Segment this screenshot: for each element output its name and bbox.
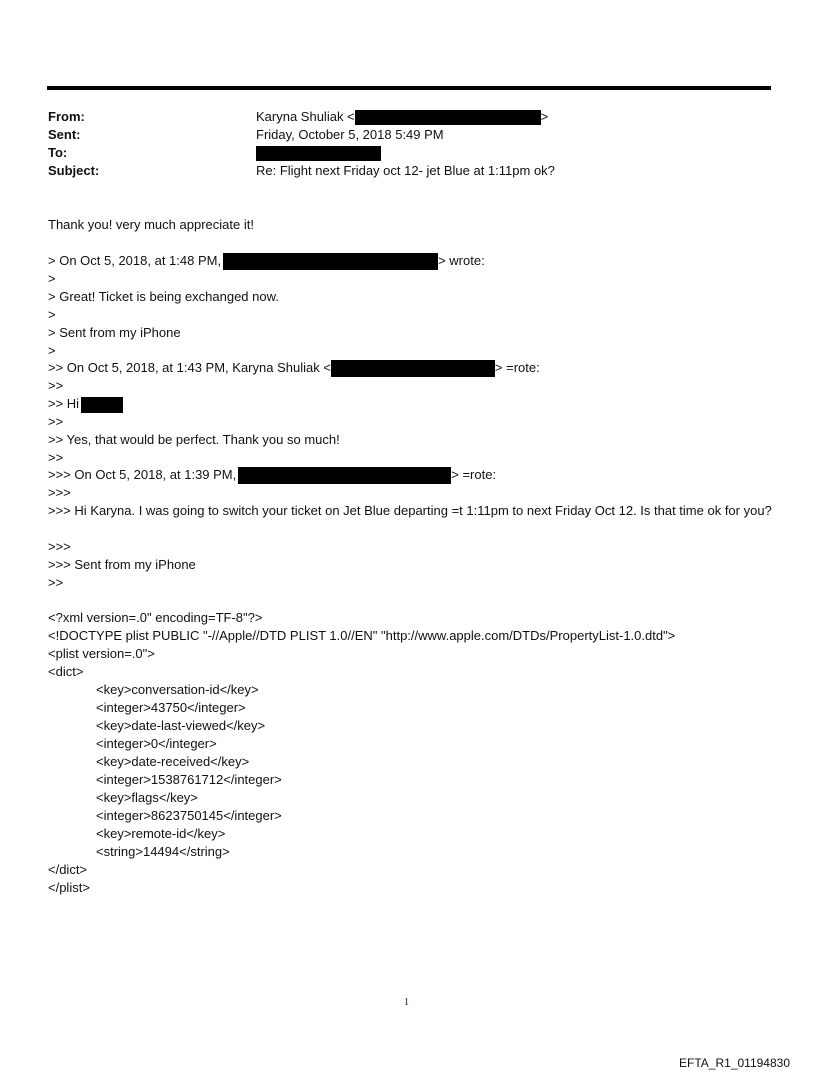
- redaction-box: [81, 397, 123, 413]
- plist-line: <plist version=.0">: [48, 646, 155, 661]
- plist-line: <key>date-received</key>: [96, 754, 250, 769]
- body-line: >: [48, 307, 56, 322]
- top-rule: [47, 86, 771, 90]
- body-line: >>> Sent from my iPhone: [48, 557, 196, 572]
- body-line: Thank you! very much appreciate it!: [48, 217, 254, 232]
- plist-line: <integer>1538761712</integer>: [96, 772, 282, 787]
- body-line: >> Yes, that would be perfect. Thank you so much!: [48, 432, 340, 447]
- plist-line: <integer>0</integer>: [96, 736, 217, 751]
- redaction-box: [256, 146, 381, 161]
- body-line: > Sent from my iPhone: [48, 325, 181, 340]
- plist-line: <dict>: [48, 664, 84, 679]
- greeting-line: [48, 396, 123, 413]
- plist-line: <key>remote-id</key>: [96, 826, 226, 841]
- from-close: >: [540, 109, 549, 124]
- from-label: From:: [48, 109, 85, 124]
- greeting-text: >> Hi: [48, 396, 80, 411]
- plist-line: </dict>: [48, 862, 88, 877]
- quote-header-text: > On Oct 5, 2018, at 1:48 PM,: [48, 253, 222, 268]
- body-line: >>>: [48, 485, 71, 500]
- plist-line: </plist>: [48, 880, 90, 895]
- quote-header-text: > =rote:: [451, 467, 497, 482]
- quote-header-2: [48, 360, 540, 377]
- plist-line: <string>14494</string>: [96, 844, 230, 859]
- quote-header-text: >>> On Oct 5, 2018, at 1:39 PM,: [48, 467, 237, 482]
- plist-line: <key>flags</key>: [96, 790, 198, 805]
- redaction-box: [238, 467, 451, 484]
- subject-value: Re: Flight next Friday oct 12- jet Blue at 1:11pm ok?: [256, 163, 555, 178]
- quote-header-text: >> On Oct 5, 2018, at 1:43 PM, Karyna Shuliak <: [48, 360, 331, 375]
- quote-header-text: > =rote:: [494, 360, 540, 375]
- body-paragraph: >>> Hi Karyna. I was going to switch your ticket on Jet Blue departing =t 1:11pm to next Friday Oct 12. Is that time ok for you?: [48, 503, 772, 518]
- subject-label: Subject:: [48, 163, 100, 178]
- from-name: Karyna Shuliak <: [256, 109, 355, 124]
- body-line: > Great! Ticket is being exchanged now.: [48, 289, 279, 304]
- body-line: >>: [48, 414, 64, 429]
- plist-line: <?xml version=.0" encoding=TF-8"?>: [48, 610, 263, 625]
- body-line: >>: [48, 378, 64, 393]
- sent-value: Friday, October 5, 2018 5:49 PM: [256, 127, 444, 142]
- plist-line: <integer>8623750145</integer>: [96, 808, 282, 823]
- plist-line: <key>conversation-id</key>: [96, 682, 259, 697]
- body-line: >>: [48, 450, 64, 465]
- to-value: [256, 145, 381, 161]
- plist-line: <key>date-last-viewed</key>: [96, 718, 266, 733]
- body-line: >>>: [48, 539, 71, 554]
- sent-label: Sent:: [48, 127, 81, 142]
- body-line: >>: [48, 575, 64, 590]
- to-label: To:: [48, 145, 68, 160]
- plist-line: <integer>43750</integer>: [96, 700, 246, 715]
- page-number: 1: [404, 997, 409, 1008]
- plist-line: <!DOCTYPE plist PUBLIC "-//Apple//DTD PLIST 1.0//EN" "http://www.apple.com/DTDs/PropertyList-1.0.dtd">: [48, 628, 676, 643]
- body-line: >: [48, 271, 56, 286]
- quote-header-text: > wrote:: [438, 253, 485, 268]
- quote-header-3: [48, 467, 496, 484]
- redaction-box: [355, 110, 541, 125]
- from-value: [256, 109, 548, 125]
- redaction-box: [223, 253, 438, 270]
- quote-header-1: [48, 253, 485, 270]
- body-line: >: [48, 343, 56, 358]
- redaction-box: [331, 360, 495, 377]
- bates-number: EFTA_R1_01194830: [679, 1056, 790, 1070]
